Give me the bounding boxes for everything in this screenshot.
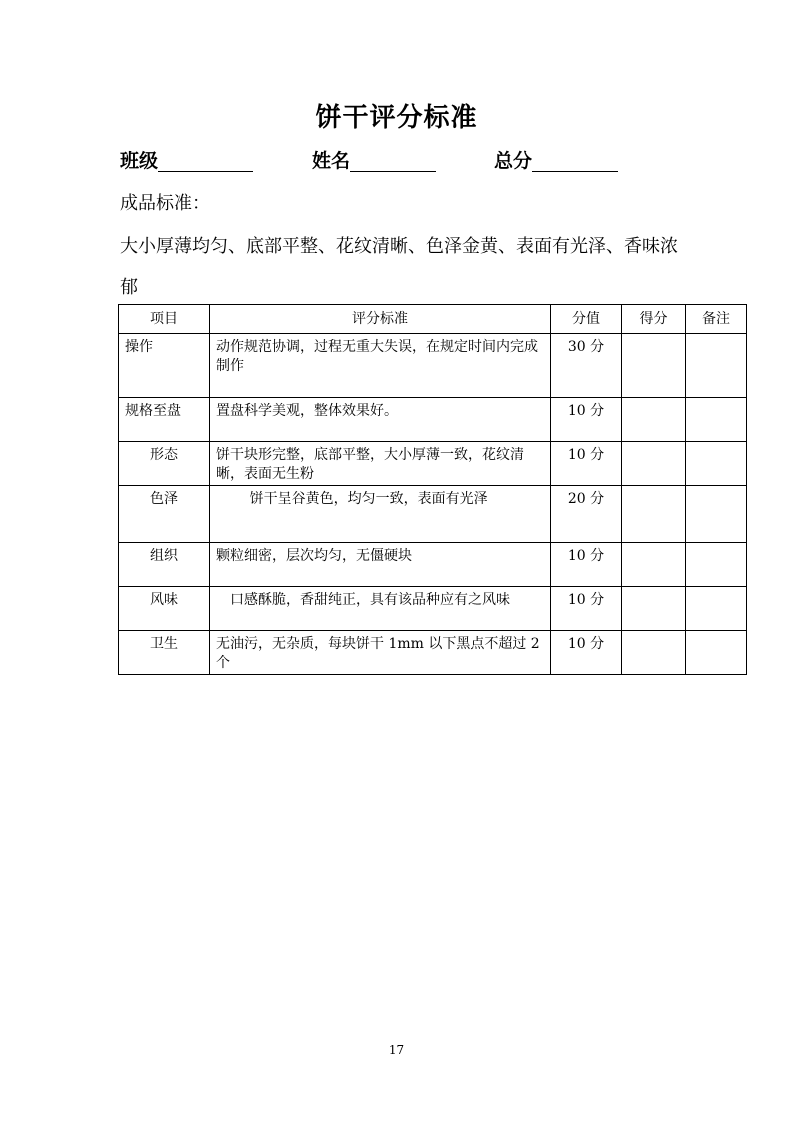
row-criteria: 颗粒细密，层次均匀，无僵硬块 xyxy=(210,543,551,587)
total-score-blank[interactable] xyxy=(532,149,618,172)
class-label: 班级 xyxy=(120,150,159,172)
row-value: 10 分 xyxy=(551,398,622,442)
row-score-cell[interactable] xyxy=(622,442,686,486)
row-item: 卫生 xyxy=(119,631,210,675)
table-row xyxy=(119,398,747,442)
name-label: 姓名 xyxy=(312,150,351,172)
header-value: 分值 xyxy=(551,305,622,334)
total-score-field xyxy=(494,146,618,176)
row-criteria: 无油污，无杂质，每块饼干 1mm 以下黑点不超过 2 个 xyxy=(210,631,551,675)
row-score-cell[interactable] xyxy=(622,631,686,675)
header-note: 备注 xyxy=(686,305,747,334)
row-criteria: 饼干呈谷黄色，均匀一致，表面有光泽 xyxy=(210,486,551,543)
row-item: 色泽 xyxy=(119,486,210,543)
row-note-cell[interactable] xyxy=(686,543,747,587)
page-number: 17 xyxy=(388,1043,405,1057)
class-blank[interactable] xyxy=(158,149,253,172)
row-note-cell[interactable] xyxy=(686,442,747,486)
row-note-cell[interactable] xyxy=(686,587,747,631)
row-criteria: 置盘科学美观，整体效果好。 xyxy=(210,398,551,442)
row-item: 形态 xyxy=(119,442,210,486)
row-value: 10 分 xyxy=(551,631,622,675)
row-value: 30 分 xyxy=(551,334,622,398)
row-value: 20 分 xyxy=(551,486,622,543)
standard-heading: 成品标准： xyxy=(120,193,210,214)
class-field xyxy=(120,146,253,176)
row-score-cell[interactable] xyxy=(622,486,686,543)
header-criteria: 评分标准 xyxy=(210,305,551,334)
row-score-cell[interactable] xyxy=(622,334,686,398)
row-criteria: 饼干块形完整，底部平整，大小厚薄一致，花纹清晰，表面无生粉 xyxy=(210,442,551,486)
standard-text: 大小厚薄均匀、底部平整、花纹清晰、色泽金黄、表面有光泽、香味浓郁 xyxy=(120,236,678,298)
row-value: 10 分 xyxy=(551,442,622,486)
row-criteria: 动作规范协调，过程无重大失误，在规定时间内完成制作 xyxy=(210,334,551,398)
table-row xyxy=(119,587,747,631)
row-score-cell[interactable] xyxy=(622,543,686,587)
row-item: 操作 xyxy=(119,334,210,398)
table-row xyxy=(119,631,747,675)
row-item: 风味 xyxy=(119,587,210,631)
table-row xyxy=(119,334,747,398)
row-value: 10 分 xyxy=(551,543,622,587)
row-note-cell[interactable] xyxy=(686,486,747,543)
row-score-cell[interactable] xyxy=(622,587,686,631)
header-item: 项目 xyxy=(119,305,210,334)
table-row xyxy=(119,543,747,587)
table-row xyxy=(119,442,747,486)
row-item: 规格至盘 xyxy=(119,398,210,442)
name-blank[interactable] xyxy=(350,149,436,172)
total-score-label: 总分 xyxy=(494,150,533,172)
row-note-cell[interactable] xyxy=(686,631,747,675)
table-row xyxy=(119,486,747,543)
scoring-table xyxy=(118,304,747,675)
header-score: 得分 xyxy=(622,305,686,334)
row-note-cell[interactable] xyxy=(686,334,747,398)
row-note-cell[interactable] xyxy=(686,398,747,442)
row-score-cell[interactable] xyxy=(622,398,686,442)
table-header-row xyxy=(119,305,747,334)
document-title: 饼干评分标准 xyxy=(315,103,478,133)
row-item: 组织 xyxy=(119,543,210,587)
name-field xyxy=(312,146,436,176)
row-criteria: 口感酥脆，香甜纯正，具有该品种应有之风味 xyxy=(210,587,551,631)
row-value: 10 分 xyxy=(551,587,622,631)
